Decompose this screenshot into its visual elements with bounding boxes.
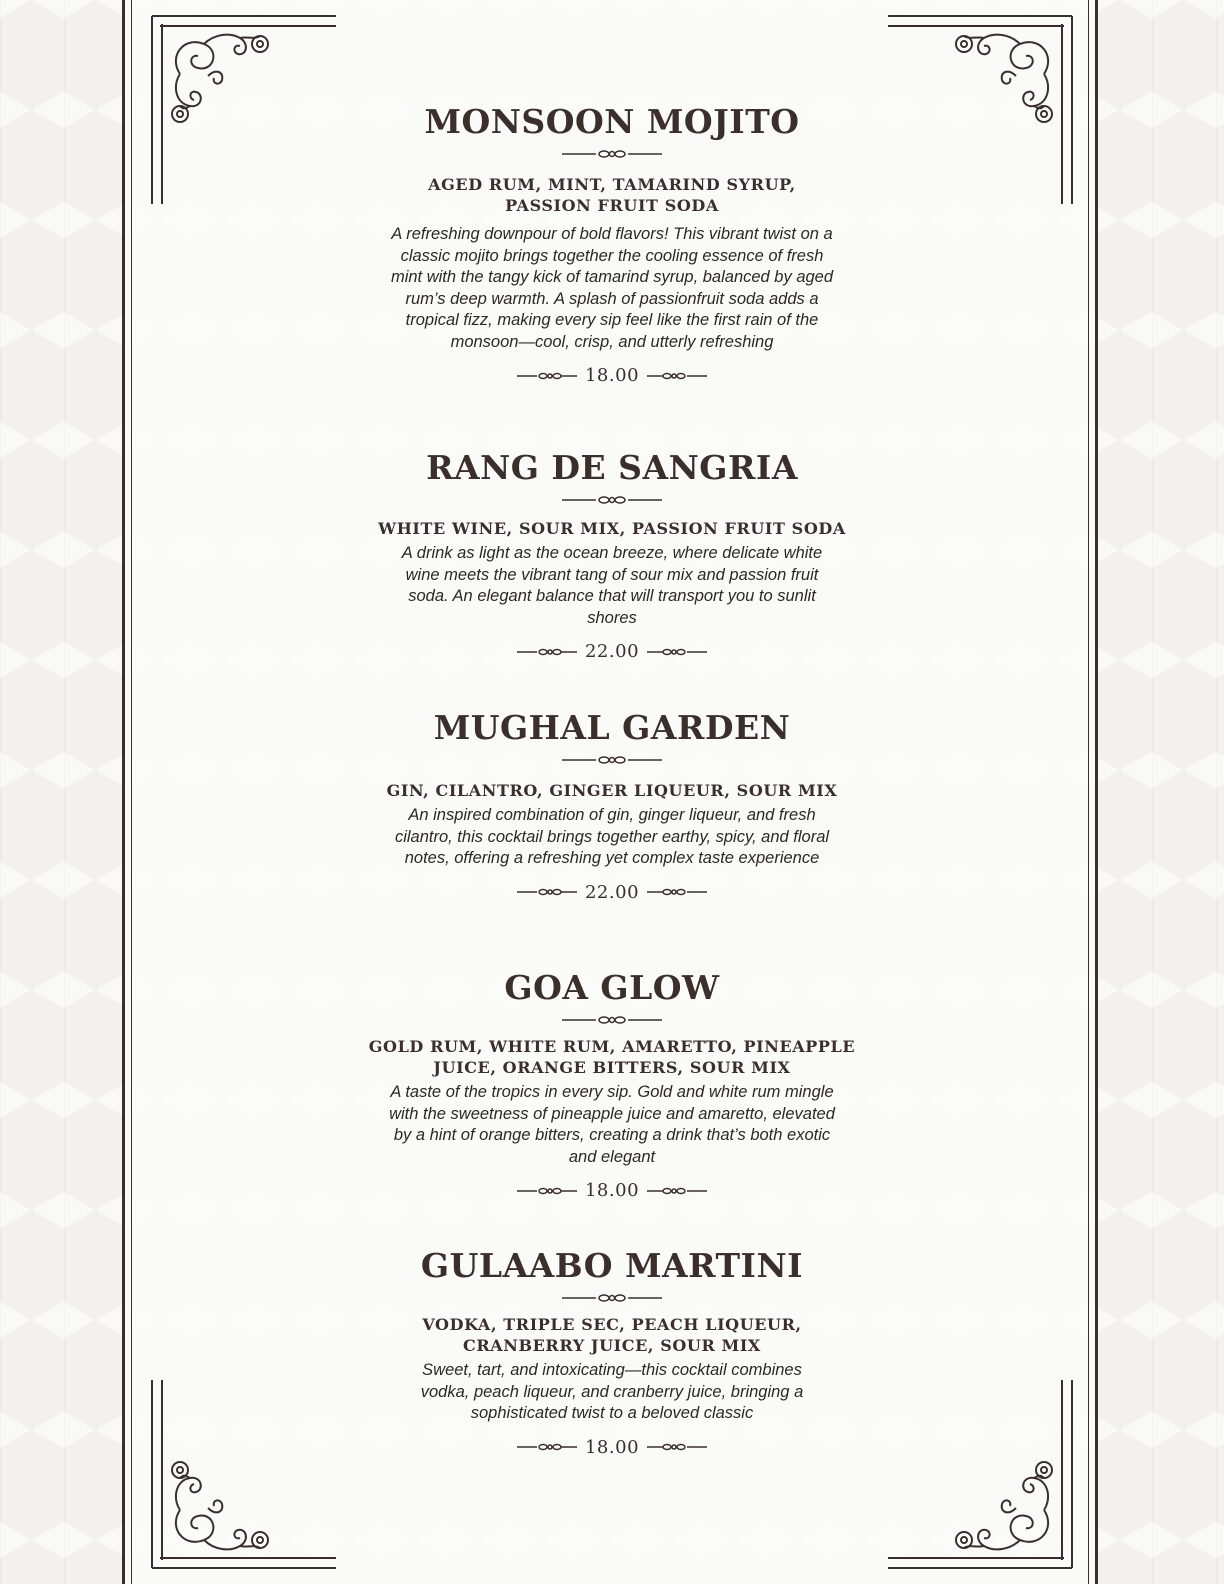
corner-flourish-icon — [884, 1380, 1074, 1570]
item-price: 22.00 — [584, 881, 640, 903]
item-price: 18.00 — [584, 1436, 640, 1458]
price-ornament-icon — [517, 371, 577, 381]
item-name: GULAABO MARTINI — [420, 1246, 804, 1285]
item-ingredients: AGED RUM, MINT, TAMARIND SYRUP, PASSION FRUIT SODA — [428, 175, 796, 215]
price-ornament-icon — [647, 371, 707, 381]
menu-item — [362, 968, 862, 1201]
price-ornament-icon — [517, 1186, 577, 1196]
menu-item — [362, 708, 862, 903]
corner-flourish-icon — [150, 1380, 340, 1570]
price-ornament-icon — [647, 1442, 707, 1452]
corner-flourish-icon — [884, 14, 1074, 204]
price-row — [362, 882, 862, 903]
price-row — [362, 641, 862, 662]
price-ornament-icon — [517, 1442, 577, 1452]
item-description: A drink as light as the ocean breeze, where delicate white wine meets the vibrant tang of sour mix and passion fruit soda. An elegant balance that will transport you to sunlit shores — [401, 544, 823, 627]
menu-item — [362, 102, 862, 386]
menu-item — [362, 448, 862, 662]
price-row — [362, 365, 862, 386]
item-name: MUGHAL GARDEN — [433, 708, 791, 747]
item-price: 18.00 — [584, 365, 640, 386]
item-name: GOA GLOW — [504, 968, 720, 1007]
item-description: A taste of the tropics in every sip. Gold and white rum mingle with the sweetness of pineapple juice and amaretto, elevated by a hint of orange bitters, creating a drink that’s both exotic and elegant — [389, 1083, 835, 1166]
price-ornament-icon — [647, 647, 707, 657]
divider-ornament-icon — [562, 494, 662, 506]
item-name: RANG DE SANGRIA — [426, 448, 798, 487]
item-ingredients: VODKA, TRIPLE SEC, PEACH LIQUEUR, CRANBERRY JUICE, SOUR MIX — [422, 1315, 802, 1355]
item-ingredients: GIN, CILANTRO, GINGER LIQUEUR, SOUR MIX — [386, 781, 838, 800]
divider-ornament-icon — [562, 754, 662, 766]
price-ornament-icon — [517, 647, 577, 657]
divider-ornament-icon — [562, 1014, 662, 1026]
item-price: 22.00 — [584, 641, 640, 662]
item-description: A refreshing downpour of bold flavors! This vibrant twist on a classic mojito brings together the cooling essence of fresh mint with the tangy kick of tamarind syrup, balanced by aged rum’s deep warmth. A splash of passionfruit soda adds a tropical fizz, making every sip feel like the first rain of the monsoon—cool, crisp, and utterly refreshing — [390, 225, 834, 351]
item-name: MONSOON MOJITO — [424, 102, 800, 141]
item-price: 18.00 — [584, 1180, 640, 1201]
price-row — [362, 1437, 862, 1458]
price-ornament-icon — [517, 887, 577, 897]
item-description: An inspired combination of gin, ginger liqueur, and fresh cilantro, this cocktail brings together earthy, spicy, and floral notes, offering a refreshing yet complex taste experience — [394, 806, 830, 867]
item-ingredients: WHITE WINE, SOUR MIX, PASSION FRUIT SODA — [378, 519, 846, 538]
price-row — [362, 1180, 862, 1201]
divider-ornament-icon — [562, 1292, 662, 1304]
item-description: Sweet, tart, and intoxicating—this cocktail combines vodka, peach liqueur, and cranberry juice, bringing a sophisticated twist to a beloved classic — [420, 1361, 804, 1422]
price-ornament-icon — [647, 1186, 707, 1196]
price-ornament-icon — [647, 887, 707, 897]
corner-flourish-icon — [150, 14, 340, 204]
divider-ornament-icon — [562, 148, 662, 160]
menu-item — [362, 1246, 862, 1458]
item-ingredients: GOLD RUM, WHITE RUM, AMARETTO, PINEAPPLE JUICE, ORANGE BITTERS, SOUR MIX — [368, 1037, 856, 1077]
